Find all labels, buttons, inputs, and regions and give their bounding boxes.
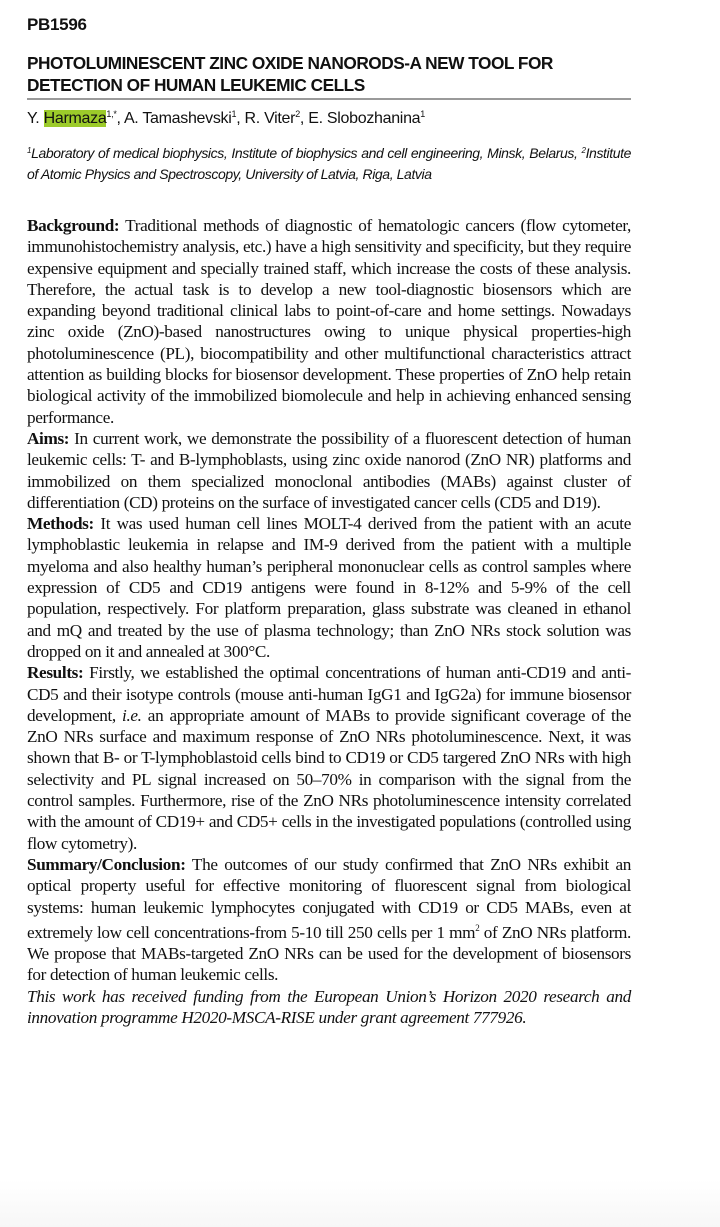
title-line-2: DETECTION OF HUMAN LEUKEMIC CELLS xyxy=(27,75,365,95)
section-text: of ZnO NRs platform. We propose that MABs-targeted ZnO NRs can be used for the development of biosensors for detection of human leukemic cells. xyxy=(27,922,631,985)
author-affil-sup: 2 xyxy=(295,109,300,119)
author-name: Viter xyxy=(264,110,296,127)
section-label: Summary/Conclusion: xyxy=(27,854,186,874)
section-conclusion xyxy=(27,854,631,986)
affiliation-1: Laboratory of medical biophysics, Institute of biophysics and cell engineering, Minsk, Belarus, xyxy=(31,145,582,161)
superscript: 2 xyxy=(475,922,480,933)
section-label: Methods: xyxy=(27,514,94,534)
affil-sup-2: 2 xyxy=(581,146,586,155)
author-list xyxy=(27,109,637,128)
funding-statement: This work has received funding from the European Union’s Horizon 2020 research and innovation programme H2020-MSCA-RISE under grant agreement 777926. xyxy=(27,986,631,1027)
section-text: The outcomes of our study confirmed that ZnO NRs exhibit an optical property useful for effective monitoring of fluorescent signal from biological systems: human leukemic lymphocytes conjugated with CD19 or CD5 MABs, even at extremely low cell concentrations-from 5-10 till 250 cells per 1 mm xyxy=(27,854,631,942)
author-name-highlighted: Harmaza xyxy=(43,110,107,127)
section-text: Traditional methods of diagnostic of hematologic cancers (flow cytometer, immunohistochemistry analysis, etc.) have a high sensitivity and specificity, but they require expensive equipment and specially trained staff, which increase the costs of these analysis. Therefore, the actual task is to develop a new tool-diagnostic biosensors which are expanding beyond traditional clinical labs to point-of-care and home settings. Nowadays zinc oxide (ZnO)-based nanostructures owing to unique physical properties-high photoluminescence (PL), biocompatibility and other multifunctional characteristics attract attention as building blocks for biosensor development. These properties of ZnO help retain biological activity of the immobilized biomolecule and help in achieving enhanced sensing performance. xyxy=(27,216,631,427)
author-name: Tamashevski xyxy=(142,110,232,127)
author-affil-sup: 1,* xyxy=(106,109,117,119)
abstract-body xyxy=(27,215,631,1028)
section-text: Firstly, we established the optimal concentrations of human anti-CD19 and anti-CD5 and their isotype controls (mouse anti-human IgG1 and IgG2a) for immune biosensor development, xyxy=(27,663,631,725)
author-prefix: Y. xyxy=(27,110,44,127)
section-text: It was used human cell lines MOLT-4 derived from the patient with an acute lymphoblastic leukemia in relapse and IM-9 derived from the patient with a multiple myeloma and also healthy human’s peripheral mononuclear cells as control samples where expression of CD5 and CD19 antigens were found in 8-12% and 5-9% of the cell population, respectively. For platform preparation, glass substrate was cleaned in ethanol and mQ and treated by the use of plasma technology; than ZnO NRs stock solution was dropped on it and annealed at 300°C. xyxy=(27,514,631,661)
author-affil-sup: 1 xyxy=(231,109,237,119)
affiliations xyxy=(27,141,631,184)
author-prefix: , E. xyxy=(299,110,327,127)
abstract-title xyxy=(27,52,637,96)
author-affil-sup: 1 xyxy=(420,109,425,119)
title-line-1: PHOTOLUMINESCENT ZINC OXIDE NANORODS-A NEW TOOL FOR xyxy=(27,53,553,73)
affiliation-2: Institute of Atomic Physics and Spectroscopy, University of Latvia, Riga, Latvia xyxy=(27,145,631,182)
section-text: an appropriate amount of MABs to provide significant coverage of the ZnO NRs surface and maximum response of ZnO NRs photoluminescence. Next, it was shown that B- or T-lymphoblastoid cells bind to CD19 or CD5 targered ZnO NRs with high selectivity and PL signal increased on 50–70% in comparison with the signal from the control samples. Furthermore, rise of the ZnO NRs photoluminescence intensity correlated with the amount of CD19+ and CD5+ cells in the investigated populations (controlled using flow cytometry). xyxy=(27,705,631,853)
section-text-italic: i.e. xyxy=(122,705,142,725)
author-prefix: , A. xyxy=(116,110,143,127)
affil-sup-1: 1 xyxy=(27,146,32,155)
abstract-id: PB1596 xyxy=(27,15,87,34)
section-methods xyxy=(27,513,631,662)
author-name: Slobozhanina xyxy=(326,110,421,127)
section-label: Results: xyxy=(27,663,84,683)
author-prefix: , R. xyxy=(236,110,265,127)
title-divider xyxy=(27,98,631,100)
section-text: In current work, we demonstrate the possibility of a fluorescent detection of human leukemic cells: T- and B-lymphoblasts, using zinc oxide nanorod (ZnO NR) platforms and immobilized on them specialized monoclonal antibodies (MABs) against cluster of differentiation (CD) proteins on the surface of investigated cancer cells (CD5 and D19). xyxy=(27,428,631,512)
section-results xyxy=(27,662,631,854)
section-label: Background: xyxy=(27,216,120,235)
section-background xyxy=(27,215,631,428)
section-label: Aims: xyxy=(27,428,70,448)
section-aims xyxy=(27,428,631,513)
